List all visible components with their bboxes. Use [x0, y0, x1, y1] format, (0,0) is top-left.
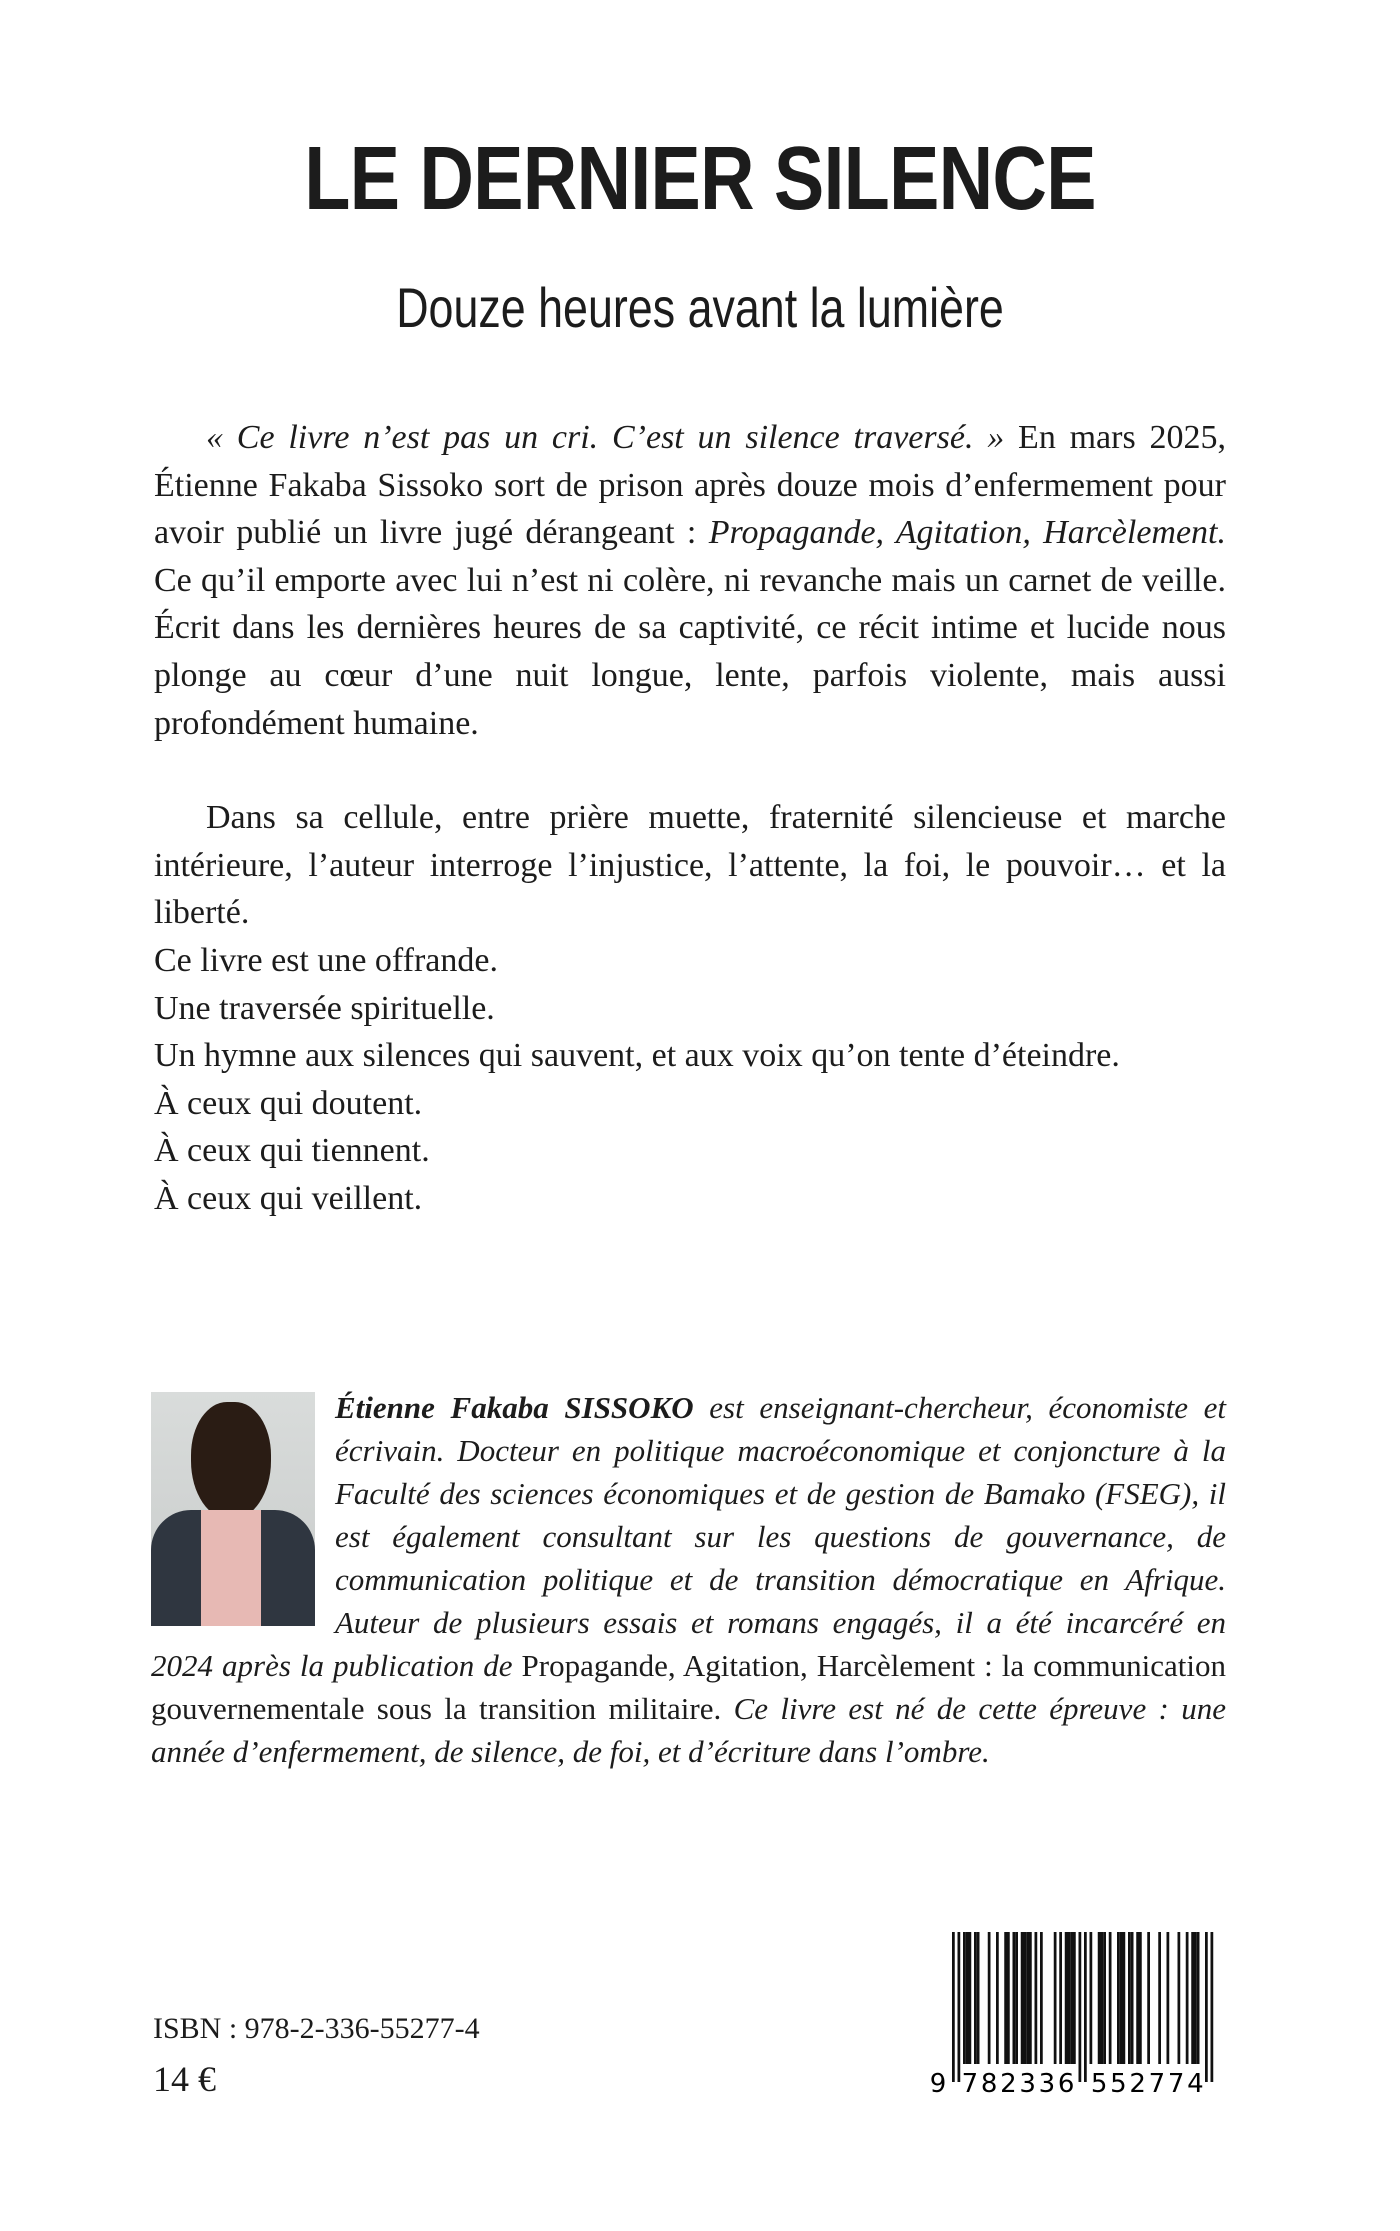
- blurb-line: Une traversée spirituelle.: [154, 989, 495, 1027]
- barcode-bar: [1101, 1932, 1104, 2064]
- barcode-bar: [1123, 1932, 1126, 2064]
- barcode-bar: [1065, 1932, 1068, 2064]
- barcode-bar: [1073, 1932, 1076, 2064]
- barcode-digit: 8: [980, 2069, 998, 2099]
- blurb-line: À ceux qui veillent.: [154, 1179, 423, 1217]
- barcode-bar: [952, 1932, 955, 2082]
- barcode-digit: 5: [1090, 2069, 1108, 2099]
- isbn: ISBN : 978-2-336-55277-4: [153, 2012, 480, 2045]
- blurb-line: À ceux qui tiennent.: [154, 1132, 430, 1170]
- barcode-bar: [974, 1932, 977, 2064]
- barcode-bar: [1186, 1932, 1189, 2064]
- barcode-bar: [1024, 1932, 1027, 2064]
- barcode-bar: [1015, 1932, 1018, 2064]
- barcode-bar: [1197, 1932, 1200, 2064]
- price: 14 €: [153, 2059, 216, 2099]
- barcode-bar: [1194, 1932, 1197, 2064]
- barcode-bar: [1035, 1932, 1038, 2064]
- blurb-line: Un hymne aux silences qui sauvent, et aux voix qu’on tente d’éteindre.: [154, 1037, 1120, 1075]
- barcode-bar: [1103, 1932, 1106, 2064]
- blurb-text: En mars 2025, Étienne Fakaba Sissoko sort de prison après douze mois d’enfermement pour avoir publié un livre jugé dérangeant :: [154, 419, 1226, 552]
- book-reference: Propagande, Agitation, Harcèlement.: [708, 514, 1226, 552]
- barcode-bar: [1158, 1932, 1161, 2064]
- barcode-bar: [977, 1932, 980, 2064]
- author-bio: [151, 1386, 1226, 1773]
- barcode-digit: 9: [930, 2069, 947, 2099]
- barcode-bar: [1191, 1932, 1194, 2064]
- barcode-bar: [1120, 1932, 1123, 2064]
- barcode-bar: [1068, 1932, 1071, 2064]
- book-title: LE DERNIER SILENCE: [304, 129, 1096, 229]
- barcode-bar: [996, 1932, 999, 2064]
- blurb-line: À ceux qui doutent.: [154, 1084, 423, 1122]
- bio-text: Ce livre est né de cette épreuve : une année d’enfermement, de silence, de foi, et d’écriture dans l’ombre.: [151, 1691, 1226, 1769]
- author-photo: [151, 1392, 315, 1626]
- barcode-bar: [1026, 1932, 1029, 2064]
- blurb-paragraph-2: Dans sa cellule, entre prière muette, fraternité silencieuse et marche intérieure, l’auteur interroge l’injustice, l’attente, la foi, le pouvoir… et la liberté.: [154, 799, 1226, 932]
- barcode-digit: 7: [1167, 2069, 1185, 2099]
- barcode-digit: 6: [1057, 2069, 1075, 2099]
- book-subtitle: Douze heures avant la lumière: [396, 276, 1004, 339]
- barcode-bar: [1147, 1932, 1150, 2064]
- barcode-bar: [1131, 1932, 1134, 2064]
- barcode-bar: [988, 1932, 991, 2064]
- barcode-bar: [1211, 1932, 1214, 2082]
- blurb-text: Ce qu’il emporte avec lui n’est ni colère, ni revanche mais un carnet de veille. Écrit dans les dernières heures de sa captivité, ce récit intime et lucide nous plonge au cœur d’une nuit longue, lente, parfois violente, mais aussi profondément humaine.: [154, 561, 1226, 742]
- barcode-bar: [969, 1932, 972, 2064]
- barcode-bar: [1178, 1932, 1181, 2064]
- blurb-line: Ce livre est une offrande.: [154, 941, 498, 979]
- barcode-digit: 2: [1129, 2069, 1146, 2099]
- blurb: [154, 414, 1226, 1223]
- barcode-bar: [1090, 1932, 1093, 2064]
- barcode-bar: [1167, 1932, 1170, 2064]
- barcode: [930, 1932, 1230, 2102]
- barcode-bar: [1117, 1932, 1120, 2064]
- barcode-bar: [1021, 1932, 1024, 2064]
- barcode-bar: [1098, 1932, 1101, 2064]
- barcode-bar: [1084, 1932, 1087, 2082]
- barcode-bar: [1139, 1932, 1142, 2064]
- barcode-bar: [1070, 1932, 1073, 2064]
- barcode-bar: [1136, 1932, 1139, 2064]
- barcode-digit: 4: [1187, 2069, 1204, 2099]
- barcode-bar: [1054, 1932, 1057, 2064]
- barcode-bar: [1079, 1932, 1082, 2082]
- barcode-digit: 5: [1110, 2069, 1127, 2099]
- barcode-bar: [1205, 1932, 1208, 2082]
- author-name: Étienne Fakaba SISSOKO: [335, 1390, 694, 1425]
- barcode-bar: [1007, 1932, 1010, 2064]
- barcode-digit: 3: [1038, 2069, 1056, 2099]
- barcode-digit: 3: [1019, 2069, 1036, 2099]
- barcode-bar: [963, 1932, 966, 2064]
- barcode-bar: [1109, 1932, 1112, 2064]
- bio-text: est enseignant-chercheur, économiste et écrivain. Docteur en politique macroéconomique et conjoncture à la Faculté des sciences économiques et de gestion de Bamako (FSEG), il est également consultant sur les questions de gouvernance, de communication politique et de transition démocratique en Afrique. Auteur de plusieurs essais et romans engagés, il a été incarcéré en 2024 après la publication de: [151, 1390, 1226, 1683]
- barcode-bar: [1029, 1932, 1032, 2064]
- barcode-bar: [1013, 1932, 1016, 2064]
- barcode-bar: [1040, 1932, 1043, 2064]
- blurb-paragraph-1: [154, 414, 1226, 747]
- barcode-digit: 7: [1148, 2069, 1166, 2099]
- barcode-digit: 2: [1000, 2069, 1017, 2099]
- barcode-bar: [958, 1932, 961, 2082]
- barcode-bar: [1059, 1932, 1062, 2064]
- barcode-bar: [1128, 1932, 1131, 2064]
- barcode-bar: [1004, 1932, 1007, 2064]
- opening-quote: « Ce livre n’est pas un cri. C’est un silence traversé. »: [206, 419, 1005, 456]
- barcode-bar: [966, 1932, 969, 2064]
- barcode-digit: 7: [961, 2069, 979, 2099]
- bio-book-reference: Propagande, Agitation, Harcèlement : la communication gouvernementale sous la transition militaire.: [151, 1648, 1226, 1726]
